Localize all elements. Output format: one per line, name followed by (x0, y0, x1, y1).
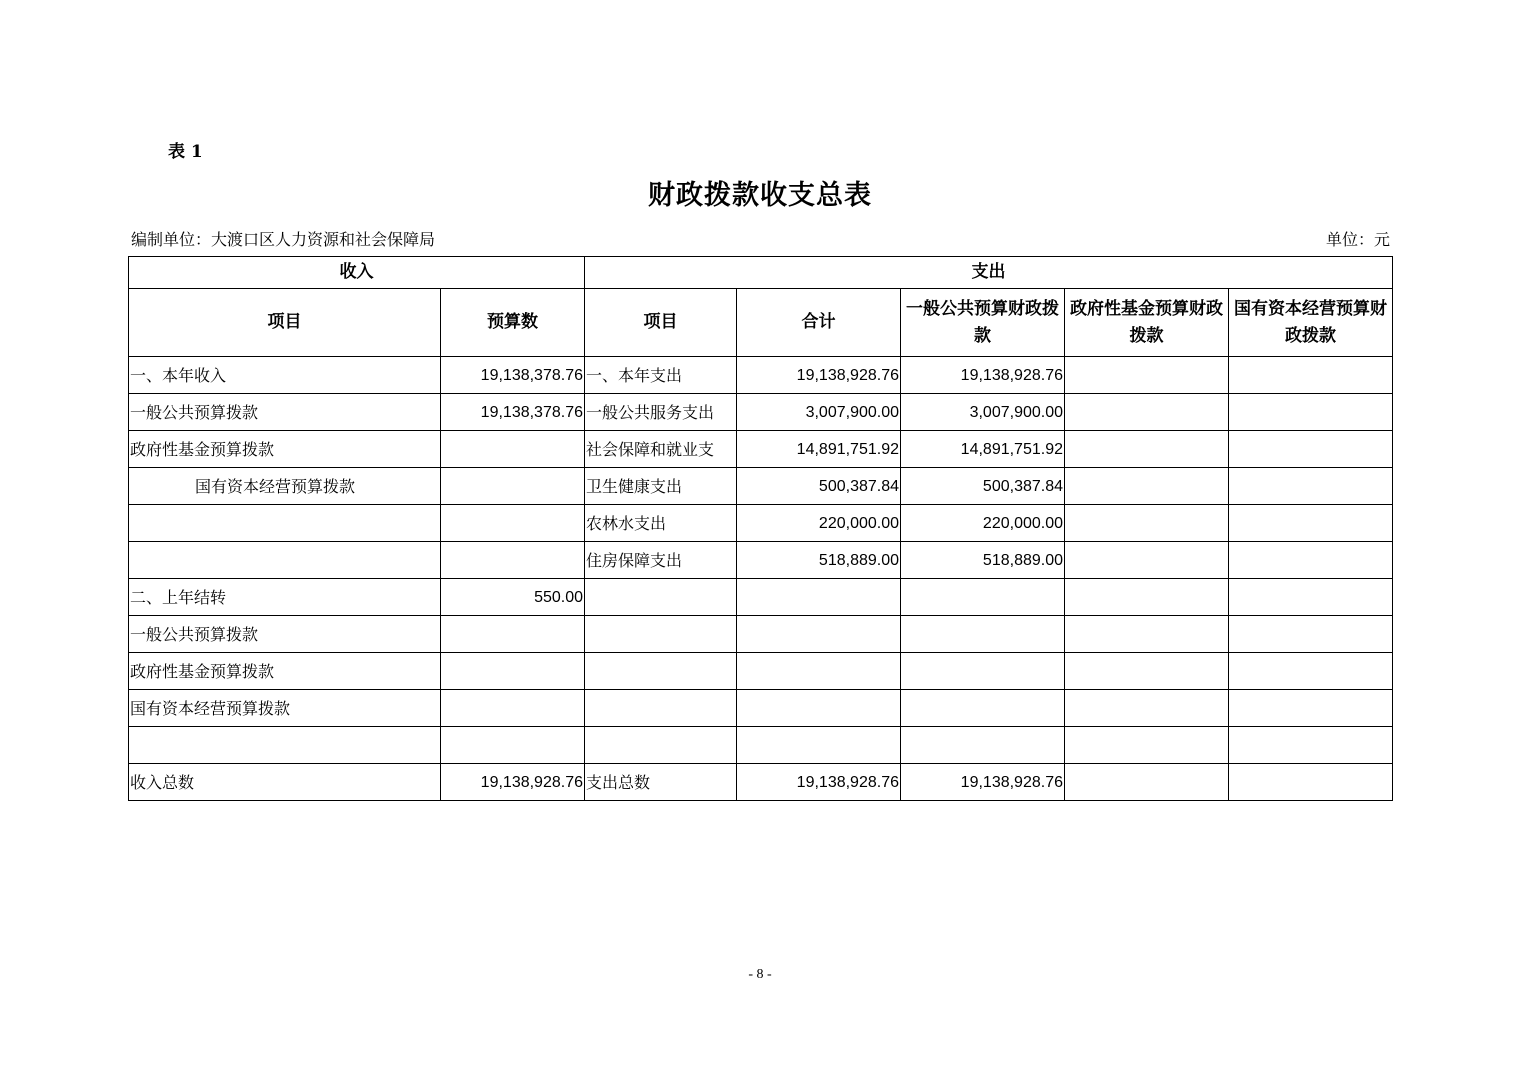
expense-total-cell (737, 727, 901, 764)
table-row (129, 579, 1393, 616)
expense-total-cell: 19,138,928.76 (737, 357, 901, 394)
income-item-cell: 一般公共预算拨款 (129, 616, 441, 653)
gov-fund-amount-cell (1065, 542, 1229, 579)
page-number: - 8 - (748, 967, 772, 982)
table-row (129, 542, 1393, 579)
expense-item-cell: 一般公共服务支出 (585, 394, 737, 431)
expense-item-cell: 农林水支出 (585, 505, 737, 542)
income-budget-cell: 19,138,378.76 (441, 357, 585, 394)
income-budget-cell (441, 727, 585, 764)
expense-total-cell: 14,891,751.92 (737, 431, 901, 468)
expense-item-cell (585, 727, 737, 764)
gov-fund-header: 政府性基金预算财政拨款 (1065, 289, 1229, 357)
general-budget-amount-cell: 3,007,900.00 (901, 394, 1065, 431)
state-capital-amount-cell (1229, 505, 1393, 542)
section-header-row (129, 257, 1393, 289)
state-capital-amount-cell (1229, 653, 1393, 690)
state-capital-amount-cell (1229, 431, 1393, 468)
gov-fund-amount-cell (1065, 616, 1229, 653)
expense-item-cell (585, 579, 737, 616)
income-item-cell (129, 542, 441, 579)
general-budget-amount-cell (901, 579, 1065, 616)
column-header-row (129, 289, 1393, 357)
state-capital-amount-cell (1229, 394, 1393, 431)
income-budget-cell (441, 690, 585, 727)
expense-item-header: 项目 (585, 289, 737, 357)
income-budget-cell (441, 653, 585, 690)
state-capital-amount-cell (1229, 727, 1393, 764)
expense-total-cell: 19,138,928.76 (737, 764, 901, 801)
general-budget-amount-cell (901, 653, 1065, 690)
general-budget-amount-cell: 14,891,751.92 (901, 431, 1065, 468)
general-budget-amount-cell (901, 727, 1065, 764)
page-title: 财政拨款收支总表 (648, 180, 872, 211)
income-budget-cell (441, 542, 585, 579)
state-capital-amount-cell (1229, 542, 1393, 579)
table-label: 表 1 (168, 142, 203, 162)
income-item-cell: 国有资本经营预算拨款 (129, 468, 441, 505)
income-budget-cell: 550.00 (441, 579, 585, 616)
expense-item-cell: 住房保障支出 (585, 542, 737, 579)
expense-total-cell: 500,387.84 (737, 468, 901, 505)
general-budget-amount-cell (901, 690, 1065, 727)
state-capital-amount-cell (1229, 690, 1393, 727)
expense-item-cell: 卫生健康支出 (585, 468, 737, 505)
budget-table (128, 256, 1393, 801)
state-capital-amount-cell (1229, 764, 1393, 801)
gov-fund-amount-cell (1065, 468, 1229, 505)
expense-total-cell (737, 690, 901, 727)
gov-fund-amount-cell (1065, 579, 1229, 616)
expense-item-cell (585, 653, 737, 690)
income-budget-header: 预算数 (441, 289, 585, 357)
table-row (129, 653, 1393, 690)
general-budget-amount-cell: 500,387.84 (901, 468, 1065, 505)
table-row (129, 357, 1393, 394)
gov-fund-amount-cell (1065, 727, 1229, 764)
expense-item-cell (585, 690, 737, 727)
income-item-cell (129, 727, 441, 764)
general-budget-amount-cell (901, 616, 1065, 653)
general-budget-amount-cell: 518,889.00 (901, 542, 1065, 579)
expense-total-header: 合计 (737, 289, 901, 357)
expense-item-cell: 一、本年支出 (585, 357, 737, 394)
expense-item-cell: 社会保障和就业支 (585, 431, 737, 468)
expense-total-cell (737, 616, 901, 653)
table-row (129, 394, 1393, 431)
table-row (129, 616, 1393, 653)
expense-item-cell (585, 616, 737, 653)
income-item-cell: 二、上年结转 (129, 579, 441, 616)
gov-fund-amount-cell (1065, 505, 1229, 542)
table-row (129, 468, 1393, 505)
expense-section-header: 支出 (585, 257, 1393, 289)
state-capital-amount-cell (1229, 579, 1393, 616)
expense-item-cell: 支出总数 (585, 764, 737, 801)
state-capital-amount-cell (1229, 357, 1393, 394)
income-item-cell: 国有资本经营预算拨款 (129, 690, 441, 727)
income-item-cell: 一般公共预算拨款 (129, 394, 441, 431)
state-capital-header: 国有资本经营预算财政拨款 (1229, 289, 1393, 357)
income-item-cell: 政府性基金预算拨款 (129, 431, 441, 468)
income-item-cell (129, 505, 441, 542)
income-budget-cell (441, 505, 585, 542)
expense-total-cell: 3,007,900.00 (737, 394, 901, 431)
table-row (129, 764, 1393, 801)
compiling-unit: 编制单位：大渡口区人力资源和社会保障局 (131, 230, 436, 249)
income-budget-cell: 19,138,928.76 (441, 764, 585, 801)
expense-total-cell: 518,889.00 (737, 542, 901, 579)
income-item-header: 项目 (129, 289, 441, 357)
income-item-cell: 政府性基金预算拨款 (129, 653, 441, 690)
gov-fund-amount-cell (1065, 431, 1229, 468)
table-row (129, 431, 1393, 468)
income-item-cell: 一、本年收入 (129, 357, 441, 394)
general-budget-amount-cell: 19,138,928.76 (901, 764, 1065, 801)
income-item-cell: 收入总数 (129, 764, 441, 801)
gov-fund-amount-cell (1065, 764, 1229, 801)
gov-fund-amount-cell (1065, 357, 1229, 394)
expense-total-cell (737, 653, 901, 690)
expense-total-cell (737, 579, 901, 616)
gov-fund-amount-cell (1065, 690, 1229, 727)
income-budget-cell (441, 616, 585, 653)
expense-total-cell: 220,000.00 (737, 505, 901, 542)
general-budget-header: 一般公共预算财政拨款 (901, 289, 1065, 357)
table-row (129, 505, 1393, 542)
table-row (129, 690, 1393, 727)
income-budget-cell (441, 431, 585, 468)
income-budget-cell: 19,138,378.76 (441, 394, 585, 431)
gov-fund-amount-cell (1065, 653, 1229, 690)
general-budget-amount-cell: 220,000.00 (901, 505, 1065, 542)
general-budget-amount-cell: 19,138,928.76 (901, 357, 1065, 394)
income-budget-cell (441, 468, 585, 505)
gov-fund-amount-cell (1065, 394, 1229, 431)
income-section-header: 收入 (129, 257, 585, 289)
currency-unit: 单位：元 (1325, 230, 1390, 249)
table-row (129, 727, 1393, 764)
state-capital-amount-cell (1229, 468, 1393, 505)
state-capital-amount-cell (1229, 616, 1393, 653)
